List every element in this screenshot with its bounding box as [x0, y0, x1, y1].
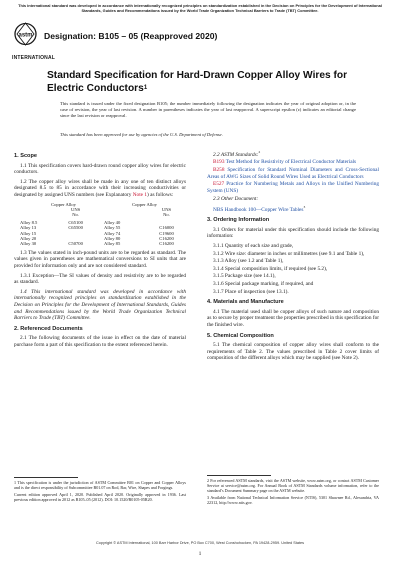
alloy-name: Alloy 55 — [104, 225, 121, 231]
right-column — [207, 149, 379, 365]
paragraph-3-1: 3.1 Orders for material under this specification should include the following information: — [207, 226, 379, 240]
alloy-uns: C16200 — [159, 241, 174, 247]
astm-logo-icon — [14, 20, 37, 54]
list-item: 3.1.3 Alloy (see 1.2 and Table 1), — [213, 258, 284, 265]
footnotes-right — [207, 478, 379, 507]
alloy-uns: C65100 — [68, 219, 83, 225]
alloy-table-header-right: Copper Alloy — [132, 201, 157, 207]
dod-approval-note: This standard has been approved for use by agencies of the U.S. Department of Defense. — [60, 132, 223, 137]
footnote-3: 3 Available from National Technical Information Service (NTIS), 5301 Shawnee Rd., Alexandria, VA 22312, http://www.ntis.gov. — [207, 495, 379, 505]
section-materials-heading: 4. Materials and Manufacture — [207, 299, 284, 306]
alloy-uns: C50700 — [68, 241, 83, 247]
alloy-name: Alloy 30 — [20, 241, 37, 247]
alloy-name: Alloy 80 — [104, 236, 121, 241]
reference-title[interactable]: Test Method for Resistivity of Electrical Conductor Materials — [224, 159, 357, 166]
table-row — [14, 241, 186, 246]
astm-reference-list — [207, 159, 379, 194]
alloy-uns: C65500 — [68, 225, 83, 231]
alloy-name: Alloy 85 — [104, 241, 121, 247]
alloy-uns: C16200 — [159, 236, 174, 241]
paragraph-1-4: 1.4 This international standard was developed in accordance with internationally recognized principles on standardization established in the Decision on Principles for the Development of International Standards, Guides and Recommendations issued by the World Trade Organization Technical Barriers to Trade (TBT) Committee. — [14, 288, 186, 322]
alloy-table-uns-left: UNS — [71, 206, 81, 212]
nbs-handbook-link[interactable]: NBS Handbook 100—Copper Wire Tables — [213, 206, 304, 213]
list-item — [207, 159, 379, 166]
footnote-1: 1 This specification is under the jurisdiction of ASTM Committee B01 on Copper and Copper Alloys and is the direct responsibility of Subcommittee B01.07 on Rod, Bar, Wire, Shapes and Forgings. — [14, 480, 186, 490]
paragraph-1-2-tail: ) as follows: — [147, 191, 174, 198]
footnote-3-marker: 3 — [303, 204, 306, 209]
alloy-table — [14, 202, 186, 247]
footnote-2-marker: 2 — [258, 150, 261, 154]
list-item: 3.1.2 Wire size: diameter in inches or millimetres (see 9.1 and Table 1), — [213, 250, 365, 257]
designation: Designation: B105 – 05 (Reapproved 2020) — [44, 31, 218, 41]
footnote-divider — [207, 475, 271, 476]
paragraph-2-1: 2.1 The following documents of the issue in effect on the date of material purchase form a part of this specification to the extent referenced herein. — [14, 335, 186, 348]
reference-title[interactable]: Specification for Standard Nominal Diameters and Cross-Sectional Areas of AWG Sizes of Solid Round Wires Used as Electrical Conductors — [207, 166, 379, 180]
section-referenced-documents-heading: 2. Referenced Documents — [14, 325, 83, 332]
alloy-name: Alloy 20 — [20, 236, 37, 241]
alloy-name: Alloy 15 — [20, 230, 37, 236]
paragraph-1-2-text: 1.2 The copper alloy wires shall be made in any one of ten distinct alloys designated 8.5 to 85 in accordance with their increasing conductivities or designated by assigned UNS numbers (see Explanatory — [14, 178, 186, 198]
footnote-2: 2 For referenced ASTM standards, visit the ASTM website, www.astm.org, or contact ASTM Customer Service at service@astm.org. For Annual Book of ASTM Standards volume information, refer to the standard’s Document Summary page on the ASTM website. — [207, 478, 379, 493]
alloy-table-header-left: Copper Alloy — [51, 201, 76, 207]
svg-text:astm: astm — [18, 32, 33, 39]
reference-link-b193[interactable]: B193 — [213, 159, 225, 166]
alloy-table-no-right: No. — [163, 212, 170, 218]
paragraph-4-1: 4.1 The material used shall be copper alloys of such nature and composition as to secure by proper treatment the properties prescribed in this specification for the finished wire. — [207, 308, 379, 328]
alloy-name: Alloy 8.5 — [20, 219, 38, 225]
list-item: 3.1.7 Place of inspection (see 13.1). — [213, 288, 289, 295]
wto-principles-notice: This international standard was developed in accordance with internationally recognized principles on standardization established in the Decision on Principles for the Development of International Standards, Guides and Recommendations issued by the World Trade Organization Technical Barriers to Trade (TBT) Committee. — [18, 3, 382, 13]
alloy-name: Alloy 40 — [104, 219, 121, 225]
fixed-designation-note: This standard is issued under the fixed designation B105; the number immediately following the designation indicates the year of original adoption or, in the case of revision, the year of last revision. A number in parentheses indicates the year of last reapproval. A superscript epsilon (ε) indicates an editorial change since the last revision or reapproval. — [60, 101, 356, 118]
footnotes-left — [14, 480, 186, 504]
list-item: 3.1.1 Quantity of each size and grade, — [213, 243, 294, 250]
paragraph-5-1: 5.1 The chemical composition of copper alloy wires shall conform to the requirements of Table 2. The values prescribed in Table 2 cover limits of composition of the different alloys which may be supplied (see Note 2). — [207, 342, 379, 362]
reference-title[interactable]: Practice for Numbering Metals and Alloys in the Unified Numbering System (UNS) — [207, 181, 379, 194]
reference-link-e527[interactable]: E527 — [213, 181, 225, 188]
ordering-items-list — [207, 243, 379, 295]
alloy-uns: C19600 — [159, 230, 174, 236]
document-title — [47, 70, 367, 95]
page-number: 1 — [198, 551, 202, 557]
section-ordering-information-heading: 3. Ordering Information — [207, 217, 270, 224]
paragraph-1-1: 1.1 This specification covers hard-drawn round copper alloy wires for electric conductors. — [14, 162, 186, 176]
paragraph-2-2 — [207, 149, 379, 158]
section-scope-heading: 1. Scope — [14, 153, 38, 159]
paragraph-1-3: 1.3 The values stated in inch-pound units are to be regarded as standard. The values given in parentheses are mathematical conversions to SI units that are provided for information only and are not considered standard. — [14, 249, 186, 269]
note-1-link[interactable]: Note 1 — [132, 191, 147, 198]
paragraph-1-2 — [14, 179, 186, 199]
footnote-divider — [14, 477, 78, 478]
title-footnote-marker: 1 — [143, 84, 148, 91]
paragraph-1-3-1: 1.3.1 Exception—The SI values of density and resistivity are to be regarded as standard. — [14, 272, 186, 286]
left-column — [14, 149, 186, 352]
footnote-1-edition: Current edition approved April 1, 2020. Published April 2020. Originally approved in 1936. Last previous edition approved in 2012 as B105–05 (2012). DOI: 10.1520/B0105-05R20. — [14, 492, 186, 502]
list-item: 3.1.6 Special package marking, if required, and — [213, 281, 314, 288]
astm-standards-label: 2.2 ASTM Standards: — [213, 151, 259, 158]
logo-caption: INTERNATIONAL — [12, 55, 56, 61]
alloy-table-no-left: No. — [72, 212, 79, 218]
list-item: 3.1.4 Special composition limits, if required (see 5.2), — [213, 265, 328, 272]
list-item: 3.1.5 Package size (see 14.1), — [213, 273, 276, 280]
list-item — [207, 181, 379, 194]
nbs-reference — [207, 204, 379, 213]
alloy-uns: C16000 — [159, 225, 174, 231]
title-text: Standard Specification for Hard-Drawn Copper Alloy Wires for Electric Conductors — [47, 70, 348, 94]
reference-link-b258[interactable]: B258 — [213, 166, 225, 173]
section-chemical-composition-heading: 5. Chemical Composition — [207, 332, 274, 339]
copyright-footer: Copyright © ASTM International, 100 Barr Harbor Drive, PO Box C700, West Conshohocken, PA 19428-2959. United States — [95, 541, 304, 545]
list-item — [207, 167, 379, 180]
alloy-name: Alloy 74 — [104, 230, 121, 236]
alloy-table-uns-right: UNS — [161, 206, 172, 212]
alloy-name: Alloy 13 — [20, 225, 37, 231]
paragraph-2-3: 2.3 Other Document: — [213, 196, 259, 203]
